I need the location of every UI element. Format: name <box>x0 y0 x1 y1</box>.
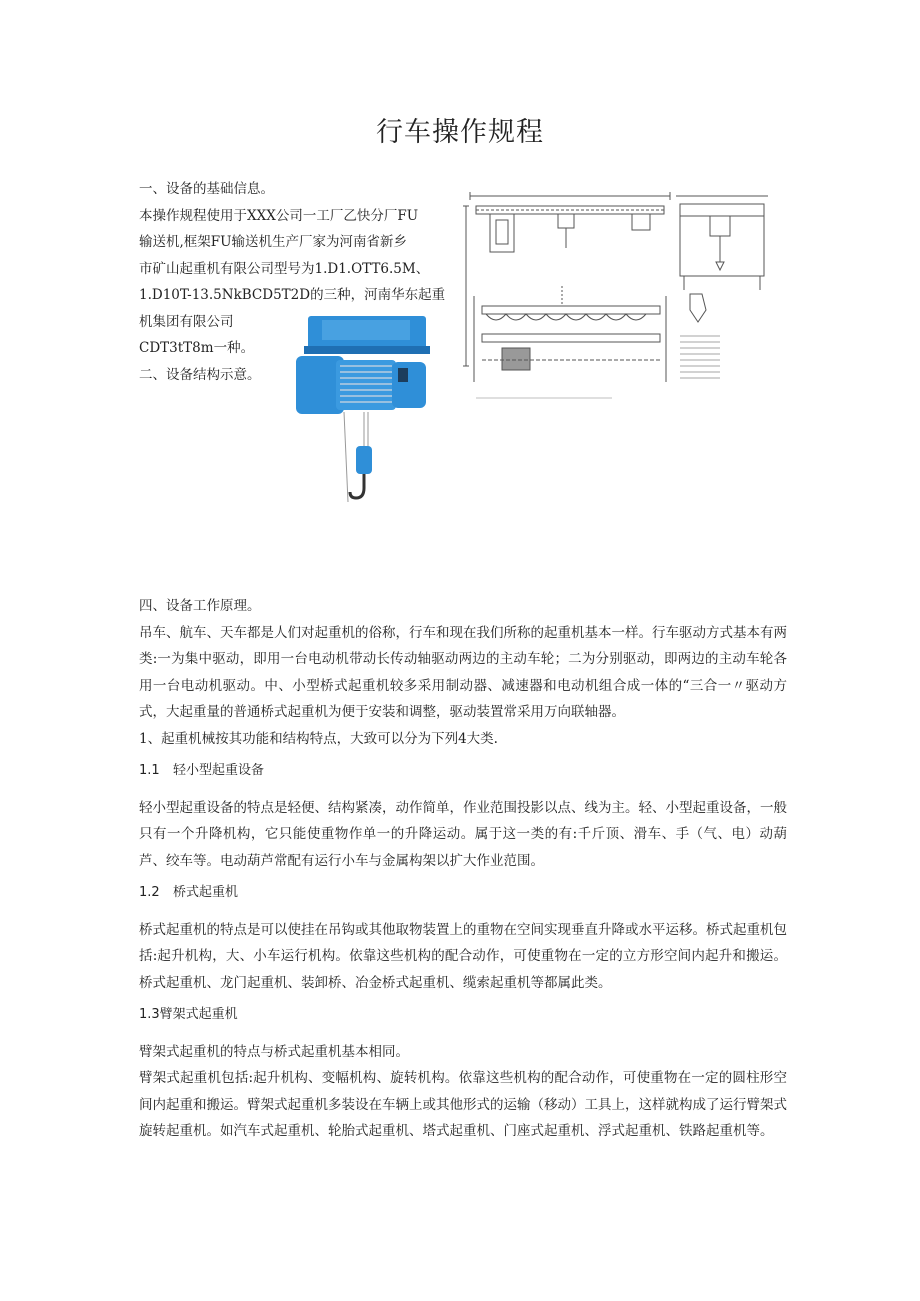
intro-line: 本操作规程使用于XXX公司一工厂乙快分厂FU <box>139 207 419 224</box>
crane-structure-drawing <box>462 186 774 406</box>
paragraph: 轻小型起重设备的特点是轻便、结构紧凑，动作简单，作业范围投影以点、线为主。轻、小型起重设备，一般只有一个升降机构，它只能使重物作单一的升降运动。属于这一类的有:千斤顶、滑车、手（气、电）动葫芦、绞车等。电动葫芦常配有运行小车与金属构架以扩大作业范围。 <box>139 799 787 869</box>
page-title: 行车操作规程 <box>376 117 544 148</box>
body-text <box>139 593 787 1145</box>
subheading-bridge-crane <box>139 880 787 907</box>
heading-basic-info: 一、设备的基础信息。 <box>139 181 274 197</box>
hook-block <box>356 446 372 474</box>
intro-line: CDT3tT8m一种。 <box>139 340 255 356</box>
intro-line: 机集团有限公司 <box>139 313 234 330</box>
heading-structure: 二、设备结构示意。 <box>139 366 261 383</box>
paragraph: 吊车、航车、天车都是人们对起重机的俗称，行车和现在我们所称的起重机基本一样。行车驱动方式基本有两类:一为集中驱动，即用一台电动机带动长传动轴驱动两边的主动车轮；二为分别驱动，即两边的主动车轮各用一台电动机驱动。中、小型桥式起重机较多采用制动器、减速器和电动机组合成一体的“三合一〃驱动方式，大起重量的普通桥式起重机为便于安装和调整，驱动装置常采用万向联轴器。 <box>139 624 787 720</box>
paragraph: 1、起重机械按其功能和结构特点，大致可以分为下列4大类. <box>139 730 498 747</box>
subheading-number: 1.2 <box>139 885 160 900</box>
subheading-jib-crane: 1.3臂架式起重机 <box>139 1007 238 1022</box>
subheading-label: 桥式起重机 <box>173 885 239 900</box>
subheading-number: 1.1 <box>139 763 160 778</box>
electric-hoist-image <box>286 312 446 512</box>
heading-working-principle: 四、设备工作原理。 <box>139 598 261 614</box>
paragraph: 臂架式起重机包括:起升机构、变幅机构、旋转机构。依靠这些机构的配合动作，可使重物在一定的圆柱形空间内起重和搬运。臂架式起重机多装设在车辆上或其他形式的运输（移动）工具上，这样就构成了运行臂架式旋转起重机。如汽车式起重机、轮胎式起重机、塔式起重机、门座式起重机、浮式起重机、铁路起重机等。 <box>139 1070 787 1139</box>
hoist-gearbox <box>392 362 426 408</box>
intro-line: 1.D10T-13.5NkBCD5T2D的三种，河南华东起重 <box>139 287 446 303</box>
hook-icon <box>350 474 364 498</box>
paragraph: 桥式起重机的特点是可以使挂在吊钩或其他取物装置上的重物在空间实现垂直升降或水平运移。桥式起重机包括:起升机构，大、小车运行机构。依靠这些机构的配合动作，可使重物在一定的立方形空间内起升和搬运。桥式起重机、龙门起重机、装卸桥、冶金桥式起重机、缆索起重机等都属此类。 <box>139 921 787 991</box>
intro-line: 市矿山起重机有限公司型号为1.D1.OTT6.5M、 <box>139 260 430 277</box>
subheading-label: 轻小型起重设备 <box>173 763 265 778</box>
paragraph: 臂架式起重机的特点与桥式起重机基本相同。 <box>139 1043 409 1060</box>
intro-line: 输送机,框架FU输送机生产厂家为河南省新乡 <box>139 234 408 250</box>
subheading-light-small <box>139 758 787 785</box>
